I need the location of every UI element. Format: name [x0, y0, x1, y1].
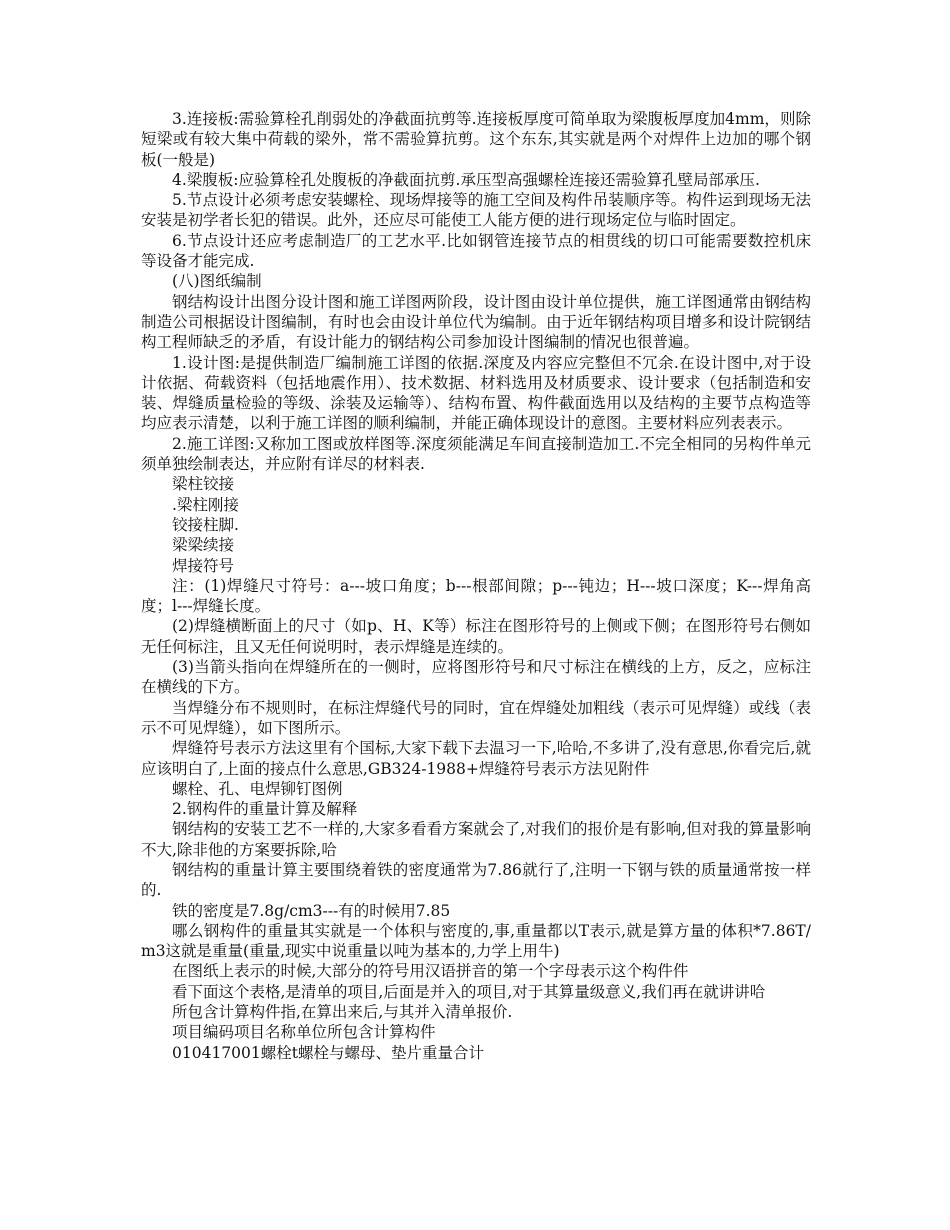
paragraph-design-drawing: 1.设计图:是提供制造厂编制施工详图的依据.深度及内容应完整但不冗余.在设计图中,对于设计依据、荷载资料（包括地震作用）、技术数据、材料选用及材质要求、设计要求（包括制造和安装、焊缝质量检验的等级、涂装及运输等）、结构布置、构件截面选用以及结构的主要节点构造等均应表示清楚，以利于施工详图的顺利编制，并能正确体现设计的意图。主要材料应列表表示。 — [141, 353, 811, 433]
section-heading-weight-calc: 2.钢构件的重量计算及解释 — [172, 800, 358, 819]
note-arrow-direction: (3)当箭头指向在焊缝所在的一侧时，应将图形符号和尺寸标注在横线的上方，反之，应标注在横线的下方。 — [141, 658, 811, 697]
paragraph-weight-density: 钢结构的重量计算主要围绕着铁的密度通常为7.86就行了,注明一下钢与铁的质量通常按一样的. — [141, 860, 811, 900]
paragraph-connection-plate: 3.连接板:需验算栓孔削弱处的净截面抗剪等.连接板厚度可简单取为梁腹板厚度加4mm，则除短梁或有较大集中荷载的梁外，常不需验算抗剪。这个东东,其实就是两个对焊件上边加的哪个钢板(一般是) — [141, 110, 811, 169]
paragraph-drawing-stages: 钢结构设计出图分设计图和施工详图两阶段，设计图由设计单位提供，施工详图通常由钢结构制造公司根据设计图编制，有时也会由设计单位代为编制。由于近年钢结构项目增多和设计院钢结构工程师缺乏的矛盾，有设计能力的钢结构公司参加设计图编制的情况也很普遍。 — [141, 292, 811, 352]
list-item-weld-symbols: 焊接符号 — [172, 556, 235, 575]
paragraph-weld-standard: 焊缝符号表示方法这里有个国标,大家下载下去温习一下,哈哈,不多讲了,没有意思,你看完后,就应该明白了,上面的接点什么意思,GB324-1988+焊缝符号表示方法见附件 — [141, 739, 811, 778]
note-weld-dimension-symbols: 注：(1)焊缝尺寸符号：a---坡口角度；b---根部间隙；p---钝边；H---坡口深度；K---焊角高度；l---焊缝长度。 — [141, 576, 811, 616]
note-weld-section-dimensions: (2)焊缝横断面上的尺寸（如p、H、K等）标注在图形符号的上侧或下侧；在图形符号右侧如无任何标注，且又无任何说明时，表示焊缝是连续的。 — [141, 617, 811, 656]
paragraph-irregular-welds: 当焊缝分布不规则时，在标注焊缝代号的同时，宜在焊缝处加粗线（表示可见焊缝）或线（表示不可见焊缝），如下图所示。 — [141, 698, 811, 737]
table-row-line: 010417001螺栓t螺栓与螺母、垫片重量合计 — [172, 1043, 484, 1062]
section-heading-drawings: (八)图纸编制 — [172, 272, 262, 291]
list-item-beam-column-hinged: 梁柱铰接 — [172, 475, 235, 494]
list-item-hinged-column-base: 铰接柱脚. — [172, 515, 239, 534]
list-item-beam-column-rigid: .梁柱刚接 — [172, 495, 239, 514]
list-item-bolt-legend: 螺栓、孔、电焊铆钉图例 — [172, 779, 343, 798]
list-item-beam-splice: 梁梁续接 — [172, 536, 235, 555]
document-body — [141, 109, 811, 1063]
paragraph-shop-drawing: 2.施工详图:又称加工图或放样图等.深度须能满足车间直接制造加工.不完全相同的另构件单元须单独绘制表达，并应附有详尽的材料表. — [141, 434, 811, 474]
paragraph-table-intro: 看下面这个表格,是清单的项目,后面是并入的项目,对于其算量级意义,我们再在就讲讲哈 — [172, 982, 766, 1001]
paragraph-node-design-space: 5.节点设计必须考虑安装螺栓、现场焊接等的施工空间及构件吊装顺序等。构件运到现场无法安装是初学者长犯的错误。此外，还应尽可能使工人能方便的进行现场定位与临时固定。 — [141, 191, 811, 230]
paragraph-pinyin-symbols: 在图纸上表示的时候,大部分的符号用汉语拼音的第一个字母表示这个构件件 — [172, 962, 689, 981]
paragraph-beam-web: 4.梁腹板:应验算栓孔处腹板的净截面抗剪.承压型高强螺栓连接还需验算孔壁局部承压. — [172, 170, 760, 189]
paragraph-node-design-process: 6.节点设计还应考虑制造厂的工艺水平.比如钢管连接节点的相贯线的切口可能需要数控机床等设备才能完成. — [141, 231, 811, 271]
paragraph-installation-process: 钢结构的安装工艺不一样的,大家多看看方案就会了,对我们的报价是有影响,但对我的算量影响不大,除非他的方案要拆除,哈 — [141, 820, 811, 859]
paragraph-weight-formula: 哪么钢构件的重量其实就是一个体积与密度的,事,重量都以T表示,就是算方量的体积*7.86T/m3这就是重量(重量,现实中说重量以吨为基本的,力学上用牛) — [141, 921, 811, 961]
paragraph-included-components: 所包含计算构件指,在算出来后,与其并入清单报价. — [172, 1003, 513, 1022]
paragraph-iron-density: 铁的密度是7.8g/cm3---有的时候用7.85 — [172, 901, 451, 920]
table-header-line: 项目编码项目名称单位所包含计算构件 — [172, 1023, 436, 1042]
